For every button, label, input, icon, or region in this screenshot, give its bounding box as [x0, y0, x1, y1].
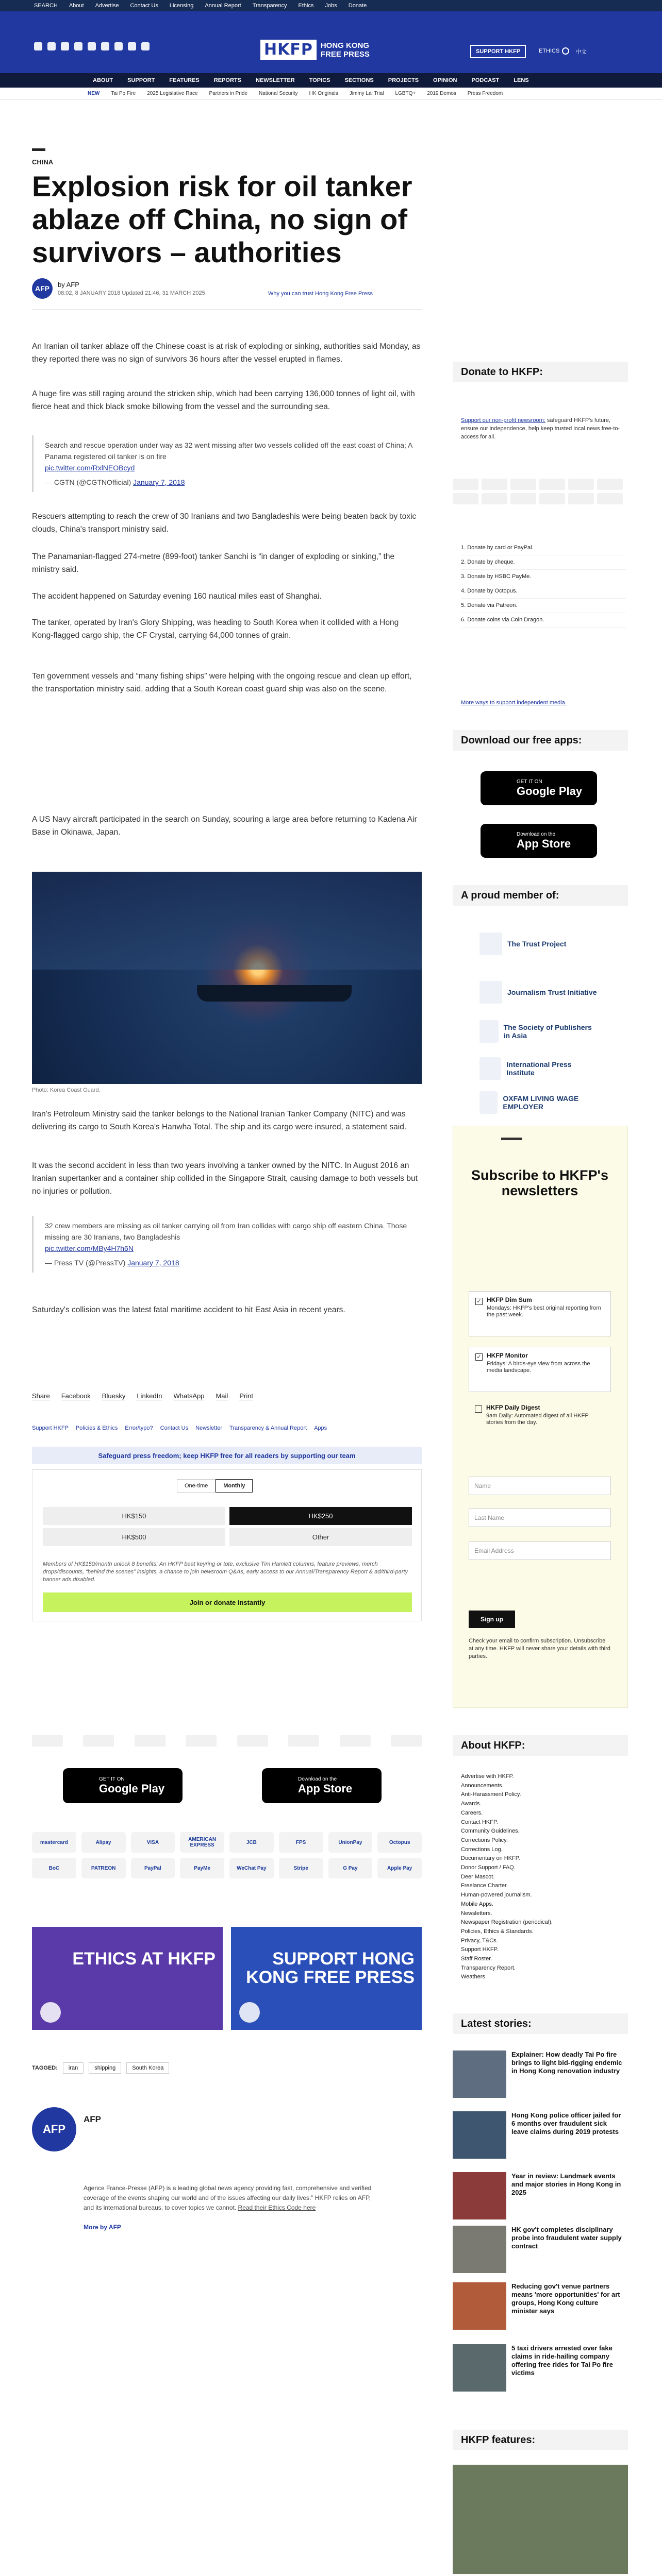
story-thumbnail[interactable] [453, 2226, 506, 2273]
share-linkedin[interactable]: LinkedIn [137, 1392, 162, 1400]
google-play-big: Google Play [517, 784, 583, 798]
nav-features[interactable]: FEATURES [169, 77, 200, 83]
about-link[interactable]: Deer Mascot. [461, 1873, 495, 1880]
share-print[interactable]: Print [239, 1392, 254, 1400]
support-hkfp-button[interactable]: SUPPORT HKFP [470, 45, 526, 58]
support-link[interactable]: Error/typo? [125, 1425, 153, 1431]
donate-step[interactable]: 6. Donate coins via Coin Dragon. [461, 613, 626, 628]
partner-logo[interactable] [288, 1735, 319, 1747]
topbar-licensing[interactable]: Licensing [169, 3, 194, 9]
member-heading: A proud member of: [453, 885, 628, 906]
app-store-big: App Store [298, 1782, 353, 1795]
play-icon[interactable] [40, 2002, 61, 2023]
donate-step[interactable]: 5. Donate via Patreon. [461, 599, 626, 613]
latest-heading: Latest stories: [453, 2013, 628, 2034]
youtube-icon[interactable] [88, 42, 96, 50]
article-paragraph: Ten government vessels and “many fishing ships” were helping with the ongoing rescue and clean up effort, the transportation ministry said, adding that a South Korean coast guard ship was also on the scene. [32, 672, 412, 693]
support-link[interactable]: Policies & Ethics [75, 1425, 118, 1431]
about-link[interactable]: Community Guidelines. [461, 1828, 520, 1835]
category-rule [32, 148, 45, 151]
tweet-date-link[interactable]: January 7, 2018 [133, 478, 185, 486]
donate-step[interactable]: 1. Donate by card or PayPal. [461, 541, 626, 555]
article-paragraph: A US Navy aircraft participated in the search on Sunday, scouring a large area before returning to Kadena Air Base in Okinawa, Japan. [32, 815, 417, 837]
nav-lens[interactable]: LENS [514, 77, 529, 83]
about-link[interactable]: Contact HKFP. [461, 1819, 498, 1825]
linkedin-icon[interactable] [101, 42, 109, 50]
payment-icon[interactable] [568, 493, 594, 504]
payme-icon[interactable]: PayMe [180, 1858, 224, 1878]
nav-newsletter[interactable]: NEWSLETTER [255, 77, 295, 83]
google-play-button[interactable] [63, 1768, 183, 1803]
trending-link[interactable]: LGBTQ+ [395, 91, 416, 96]
ipi-icon [479, 1057, 501, 1080]
app-store-small: Download on the [517, 831, 556, 837]
trending-link[interactable]: 2019 Demos [427, 91, 456, 96]
about-links [461, 1772, 626, 1982]
amount-option[interactable]: HK$500 [43, 1528, 225, 1546]
stripe-icon[interactable]: Stripe [279, 1858, 323, 1878]
about-link[interactable]: Awards. [461, 1801, 482, 1807]
story-thumbnail[interactable] [453, 2344, 506, 2392]
newsletter-signup [453, 1126, 628, 1708]
logo-mark: HKFP [260, 40, 317, 60]
member-jti[interactable] [479, 981, 598, 1004]
about-link[interactable]: Corrections Policy. [461, 1837, 508, 1843]
newsletter-name: HKFP Monitor [487, 1352, 528, 1359]
support-links [32, 1425, 327, 1431]
nav-sections[interactable]: SECTIONS [344, 77, 374, 83]
play-icon[interactable] [239, 2002, 260, 2023]
story-thumbnail[interactable] [453, 2172, 506, 2219]
mastercard-icon[interactable]: mastercard [32, 1832, 76, 1853]
tweet-date-link[interactable]: January 7, 2018 [127, 1259, 179, 1267]
logo-text: HONG KONG FREE PRESS [320, 41, 370, 59]
story-headline[interactable]: Year in review: Landmark events and major stories in Hong Kong in 2025 [511, 2172, 621, 2196]
photo-caption: Photo: Korea Coast Guard. [32, 1087, 101, 1093]
topbar-about[interactable]: About [69, 3, 84, 9]
tweet-text: 32 crew members are missing as oil tanker carrying oil from Iran collides with cargo ship off eastern China. Those missing are 30 Iranians, two Bangladeshis [45, 1222, 407, 1241]
share-mail[interactable]: Mail [216, 1392, 228, 1400]
newsletter-title: Subscribe to HKFP's newsletters [471, 1167, 608, 1198]
donate-step[interactable]: 3. Donate by HSBC PayMe. [461, 570, 626, 584]
last-name-input[interactable]: Last Name [469, 1509, 611, 1527]
newsletter-option-monitor[interactable] [469, 1347, 611, 1392]
member-name: Journalism Trust Initiative [507, 988, 597, 996]
newsletter-desc: Mondays: HKFP's best original reporting from the past week. [487, 1305, 601, 1318]
fps-icon[interactable]: FPS [279, 1832, 323, 1853]
about-link[interactable]: Donor Support / FAQ. [461, 1865, 516, 1871]
about-link[interactable]: Weathers [461, 1974, 485, 1980]
donate-intro-link[interactable]: Support our non-profit newsroom: [461, 417, 545, 423]
instagram-icon[interactable] [61, 42, 69, 50]
email-input[interactable]: Email Address [469, 1541, 611, 1560]
story-headline[interactable]: HK gov't completes disciplinary probe into fraudulent water supply contract [511, 2226, 622, 2250]
trending-link[interactable]: Press Freedom [467, 91, 503, 96]
divider [32, 309, 422, 310]
latest-story[interactable] [453, 2172, 628, 2234]
about-link[interactable]: Transparency Report. [461, 1964, 516, 1971]
story-headline[interactable]: Reducing gov't venue partners means 'more opportunities' for art groups, Hong Kong culture minister says [511, 2282, 620, 2315]
jcb-icon[interactable]: JCB [229, 1832, 274, 1853]
promo-title: SUPPORT HONG KONG FREE PRESS [246, 1949, 415, 1987]
masthead [0, 11, 662, 73]
donate-intro [461, 416, 626, 441]
checkbox-checked-icon[interactable]: ✓ [475, 1298, 483, 1305]
article-headline: Explosion risk for oil tanker ablaze off China, no sign of survivors – authorities [32, 170, 412, 268]
trust-link[interactable]: Why you can trust Hong Kong Free Press [268, 291, 373, 297]
one-time-option[interactable]: One-time [177, 1479, 216, 1493]
payment-icon[interactable] [510, 493, 536, 504]
support-link[interactable]: Newsletter [195, 1425, 223, 1431]
story-thumbnail[interactable] [453, 2050, 506, 2098]
topbar-transparency[interactable]: Transparency [252, 3, 287, 9]
article-paragraph: The accident happened on Saturday evening 160 nautical miles east of Shanghai. [32, 592, 322, 601]
sopa-logo[interactable] [135, 1735, 166, 1747]
frequency-toggle [177, 1479, 253, 1493]
photo-smoke [32, 872, 422, 970]
nav-support[interactable]: SUPPORT [127, 77, 155, 83]
more-by-author-link[interactable]: More by AFP [84, 2224, 121, 2231]
join-donate-button[interactable]: Join or donate instantly [43, 1592, 412, 1612]
about-link[interactable]: Privacy, T&Cs. [461, 1937, 498, 1944]
telegram-icon[interactable] [128, 42, 136, 50]
topbar-search[interactable]: SEARCH [34, 3, 58, 9]
nav-topics[interactable]: TOPICS [309, 77, 330, 83]
trending-nav [0, 88, 662, 100]
social-icons [34, 42, 150, 50]
about-link[interactable]: Newsletters. [461, 1910, 492, 1917]
payment-methods [32, 1832, 422, 1878]
tweet-pic-link[interactable]: pic.twitter.com/MBy4H7h6N [45, 1244, 134, 1252]
oxfam-logo[interactable] [237, 1735, 268, 1747]
trending-link[interactable]: National Security [259, 91, 298, 96]
search-icon[interactable] [562, 47, 569, 55]
donate-step[interactable]: 4. Donate by Octopus. [461, 584, 626, 599]
about-link[interactable]: Careers. [461, 1809, 483, 1816]
about-link[interactable]: Support HKFP. [461, 1946, 499, 1953]
trending-link[interactable]: 2025 Legislative Race [147, 91, 198, 96]
partner-logo[interactable] [391, 1735, 422, 1747]
google-pay-icon[interactable]: G Pay [328, 1858, 373, 1878]
newsletter-rule [501, 1138, 522, 1140]
monthly-option[interactable]: Monthly [216, 1479, 253, 1493]
oxfam-icon [479, 1091, 498, 1114]
trending-link[interactable]: HK Originals [309, 91, 338, 96]
payment-icon[interactable] [482, 493, 507, 504]
newsletter-name: HKFP Dim Sum [487, 1296, 532, 1303]
feature-card[interactable] [453, 2465, 628, 2576]
sidebar-app-store-button[interactable] [481, 824, 597, 858]
top-utility-bar [0, 0, 662, 11]
amount-options [43, 1507, 412, 1546]
trending-new-label: NEW [88, 91, 100, 96]
article-paragraph: The Panamanian-flagged 274-metre (899-foot) tanker Sanchi is “in danger of exploding or sinking,” the ministry said. [32, 552, 395, 574]
tag[interactable]: South Korea [126, 2062, 169, 2074]
story-headline[interactable]: 5 taxi drivers arrested over fake claims in ride-hailing company offering free rides for Tai Po fire victims [511, 2344, 613, 2377]
story-headline[interactable]: Hong Kong police officer jailed for 6 months over fraudulent sick leave claims during 2019 protests [511, 2111, 621, 2136]
article-paragraph: It was the second accident in less than two years involving a tanker owned by the NITC. In August 2016 an Iranian supertanker and a container ship collided in the Singapore Strait, causing damage to both vessels but no injuries or pollution. [32, 1161, 418, 1196]
embedded-tweet [32, 1216, 422, 1273]
story-thumbnail[interactable] [453, 2282, 506, 2330]
sidebar-payment-icons [453, 479, 623, 504]
article-paragraph: A huge fire was still raging around the stricken ship, which had been carrying 136,000 tonnes of light oil, with fierce heat and thick black smoke billowing from the vessel and the surrounding sea. [32, 389, 415, 411]
threads-icon[interactable] [74, 42, 82, 50]
support-video-promo[interactable] [231, 1927, 422, 2030]
patreon-icon[interactable]: PATREON [81, 1858, 126, 1878]
checkbox-icon[interactable] [475, 1405, 482, 1413]
about-link[interactable]: Announcements. [461, 1782, 504, 1789]
jti-icon [479, 981, 502, 1004]
octopus-icon[interactable]: Octopus [377, 1832, 422, 1853]
x-icon[interactable] [47, 42, 56, 50]
author-name[interactable]: by AFP [58, 281, 79, 289]
paypal-icon[interactable]: PayPal [131, 1858, 175, 1878]
member-name: OXFAM LIVING WAGE EMPLOYER [503, 1094, 579, 1111]
share-facebook[interactable]: Facebook [61, 1392, 91, 1400]
share-bluesky[interactable]: Bluesky [102, 1392, 126, 1400]
about-link[interactable]: Anti-Harassment Policy. [461, 1791, 521, 1798]
tweet-source: — CGTN (@CGTNOfficial) [45, 478, 131, 486]
newsletter-option-digest[interactable] [469, 1399, 611, 1445]
trending-link[interactable]: Partners in Pride [209, 91, 248, 96]
tag[interactable]: iran [63, 2062, 84, 2074]
member-name: International Press Institute [506, 1060, 572, 1077]
apps-heading: Download our free apps: [453, 730, 628, 751]
topbar-advertise[interactable]: Advertise [95, 3, 119, 9]
partner-logos [32, 1735, 422, 1747]
about-link[interactable]: Freelance Charter. [461, 1883, 508, 1889]
photo-ship [197, 985, 352, 1002]
article-paragraph: The tanker, operated by Iran's Glory Shipping, was heading to South Korea when it collided with a Hong Kong-flagged cargo ship, the CF Crystal, carrying 64,000 tonnes of grain. [32, 618, 399, 640]
nav-projects[interactable]: PROJECTS [388, 77, 419, 83]
payment-icon[interactable] [539, 479, 565, 490]
latest-story[interactable] [453, 2050, 628, 2112]
trending-link[interactable]: Tai Po Fire [111, 91, 136, 96]
share-bar [32, 1392, 253, 1400]
features-heading: HKFP features: [453, 2430, 628, 2450]
article-tags [32, 2062, 169, 2074]
main-nav [0, 73, 662, 88]
partner-logo[interactable] [340, 1735, 371, 1747]
language-switch[interactable]: 中文 [575, 49, 587, 55]
author-box-avatar[interactable]: AFP [32, 2107, 76, 2151]
tweet-source: — Press TV (@PressTV) [45, 1259, 126, 1267]
sidebar-google-play-button[interactable] [481, 771, 597, 805]
facebook-icon[interactable] [34, 42, 42, 50]
rss-icon[interactable] [141, 42, 150, 50]
about-link[interactable]: Policies, Ethics & Standards. [461, 1928, 534, 1935]
article-photo [32, 872, 422, 1084]
support-link[interactable]: Apps [314, 1425, 327, 1431]
nav-opinion[interactable]: OPINION [433, 77, 457, 83]
topbar-contact[interactable]: Contact Us [130, 3, 158, 9]
amount-option-selected[interactable]: HK$250 [229, 1507, 412, 1525]
tweet-text: Search and rescue operation under way as 32 went missing after two vessels collided off the east coast of China; A Panama registered oil tanker is on fire [45, 441, 412, 461]
embedded-tweet [32, 435, 422, 492]
nav-about[interactable]: ABOUT [93, 77, 113, 83]
about-link[interactable]: Newspaper Registration (periodical). [461, 1919, 553, 1926]
newsletter-note: Check your email to confirm subscription. Unsubscribe at any time. HKFP will never share your details with third parties. [469, 1638, 610, 1659]
first-name-input[interactable]: Name [469, 1477, 611, 1495]
member-sopa[interactable] [479, 1020, 598, 1043]
promo-title: ETHICS AT HKFP [72, 1949, 216, 1969]
visa-icon[interactable]: VISA [131, 1832, 175, 1853]
payment-icon[interactable] [510, 479, 536, 490]
share-whatsapp[interactable]: WhatsApp [173, 1392, 205, 1400]
share-label: Share [32, 1392, 50, 1400]
google-play-small: GET IT ON [99, 1776, 125, 1782]
membership-benefits: Members of HK$150/month unlock 8 benefits: An HKFP beat keyring or tote, exclusive Tim Hamlett columns, feature previews, merch drops/discounts, “behind the scenes” insights, a chance to join newsroom Q&As, early access to our Annual/Transparency Report & ad/third-party banner ads disabled. [43, 1561, 408, 1583]
member-name: The Society of Publishers in Asia [503, 1023, 592, 1040]
member-ipi[interactable] [479, 1057, 598, 1080]
support-link[interactable]: Support HKFP [32, 1425, 69, 1431]
donate-heading: Donate to HKFP: [453, 362, 628, 382]
article-byline [32, 278, 205, 299]
topbar-donate[interactable]: Donate [348, 3, 367, 9]
boc-icon[interactable]: BoC [32, 1858, 76, 1878]
donate-step[interactable]: 2. Donate by cheque. [461, 555, 626, 570]
member-name: The Trust Project [507, 940, 567, 948]
tags-label: TAGGED: [32, 2065, 58, 2071]
ethics-code-link[interactable]: Read their Ethics Code here [238, 2204, 316, 2211]
about-heading: About HKFP: [453, 1735, 628, 1756]
trust-project-icon [479, 933, 502, 955]
amount-option-other[interactable]: Other [229, 1528, 412, 1546]
article-dates: 08:02, 8 JANUARY 2018 Updated 21:46, 31 MARCH 2025 [58, 290, 205, 296]
member-oxfam[interactable] [479, 1091, 598, 1114]
article-category[interactable]: CHINA [32, 158, 54, 166]
author-bio [84, 2183, 372, 2213]
ethics-video-promo[interactable] [32, 1927, 223, 2030]
topbar-ethics[interactable]: Ethics [298, 3, 314, 9]
unionpay-icon[interactable]: UnionPay [328, 1832, 373, 1853]
tweet-pic-link[interactable]: pic.twitter.com/RxlNEOBcyd [45, 464, 135, 472]
sopa-icon [479, 1020, 499, 1043]
tag[interactable]: shipping [89, 2062, 121, 2074]
support-link[interactable]: Contact Us [160, 1425, 189, 1431]
article-paragraph: Rescuers attempting to reach the crew of 30 Iranians and two Bangladeshis were being beaten back by toxic clouds, China's transport ministry said. [32, 512, 417, 534]
author-avatar[interactable]: AFP [32, 278, 53, 299]
about-link[interactable]: Human-powered journalism. [461, 1892, 532, 1899]
journalism-trust-logo[interactable] [83, 1735, 114, 1747]
about-link[interactable]: Documentary on HKFP. [461, 1855, 520, 1862]
signup-button[interactable]: Sign up [469, 1611, 515, 1628]
about-link[interactable]: Staff Roster. [461, 1956, 492, 1962]
story-thumbnail[interactable] [453, 2111, 506, 2159]
apple-pay-icon[interactable]: Apple Pay [377, 1858, 422, 1878]
payment-icon[interactable] [539, 493, 565, 504]
latest-story[interactable] [453, 2111, 628, 2173]
latest-story[interactable] [453, 2282, 628, 2344]
feature-image[interactable] [453, 2465, 628, 2574]
topbar-annual-report[interactable]: Annual Report [205, 3, 241, 9]
newsletter-desc: 9am Daily: Automated digest of all HKFP stories from the day. [486, 1413, 589, 1426]
payment-icon[interactable] [568, 479, 594, 490]
nav-reports[interactable]: REPORTS [213, 77, 241, 83]
newsletter-desc: Fridays: A birds-eye view from across the media landscape. [487, 1361, 590, 1374]
donate-steps [461, 541, 626, 628]
amount-option[interactable]: HK$150 [43, 1507, 225, 1525]
support-link[interactable]: Transparency & Annual Report [229, 1425, 307, 1431]
article-paragraph: Saturday's collision was the latest fatal maritime accident to hit East Asia in recent years. [32, 1306, 345, 1314]
google-play-big: Google Play [99, 1782, 165, 1795]
about-link[interactable]: Mobile Apps. [461, 1901, 493, 1907]
newsletter-name: HKFP Daily Digest [486, 1404, 540, 1411]
checkbox-checked-icon[interactable]: ✓ [475, 1353, 483, 1361]
amex-icon[interactable]: AMERICAN EXPRESS [180, 1832, 224, 1853]
app-store-small: Download on the [298, 1776, 337, 1782]
article-paragraph: Iran's Petroleum Ministry said the tanker belongs to the National Iranian Tanker Company (NITC) and was delivering its cargo to South Korea's Hanwha Total. The ship and its cargo were insured, a statement said. [32, 1110, 407, 1131]
ethics-link[interactable]: ETHICS [539, 48, 560, 54]
google-play-small: GET IT ON [517, 778, 542, 785]
payment-icon[interactable] [597, 493, 623, 504]
author-box-name[interactable]: AFP [84, 2114, 101, 2124]
site-logo[interactable] [260, 40, 383, 60]
bluesky-icon[interactable] [114, 42, 123, 50]
about-link[interactable]: Corrections Log. [461, 1846, 503, 1853]
alipay-icon[interactable]: Alipay [81, 1832, 126, 1853]
app-store-button[interactable] [262, 1768, 382, 1803]
author-bio-text: Agence France-Presse (AFP) is a leading global news agency providing fast, comprehensive and verified coverage of the events shaping our world and of the issues affecting our daily lives.” HKFP relies on AFP, and its international bureaus, to cover topics we cannot. [84, 2184, 372, 2211]
more-ways-link[interactable]: More ways to support independent media. [461, 700, 567, 706]
trending-link[interactable]: Jimmy Lai Trial [349, 91, 384, 96]
member-trust-project[interactable] [479, 933, 598, 955]
article-paragraph: An Iranian oil tanker ablaze off the Chinese coast is at risk of exploding or sinking, authorities said Monday, as they reported there was no sign of survivors 36 hours after the vessel erupted in flames. [32, 342, 421, 364]
payment-icon[interactable] [453, 493, 478, 504]
trust-project-logo[interactable] [32, 1735, 63, 1747]
donation-widget [32, 1469, 422, 1621]
topbar-jobs[interactable]: Jobs [325, 3, 337, 9]
nav-podcast[interactable]: PODCAST [471, 77, 500, 83]
latest-story[interactable] [453, 2226, 628, 2287]
latest-story[interactable] [453, 2344, 628, 2406]
app-store-big: App Store [517, 837, 571, 850]
donate-intro-text: safeguard HKFP's future, ensure our independence, help keep trusted local news free-to-access for all. [461, 417, 620, 440]
payment-icon[interactable] [453, 479, 478, 490]
newsletter-option-dimsum[interactable] [469, 1291, 611, 1336]
payment-icon[interactable] [597, 479, 623, 490]
press-freedom-banner[interactable]: Safeguard press freedom; keep HKFP free for all readers by supporting our team [32, 1447, 422, 1464]
about-link[interactable]: Advertise with HKFP. [461, 1773, 514, 1780]
story-headline[interactable]: Explainer: How deadly Tai Po fire brings to light bid-rigging endemic in Hong Kong renovation industry [511, 2050, 622, 2075]
payment-icon[interactable] [482, 479, 507, 490]
ipi-logo[interactable] [186, 1735, 217, 1747]
wechat-pay-icon[interactable]: WeChat Pay [229, 1858, 274, 1878]
